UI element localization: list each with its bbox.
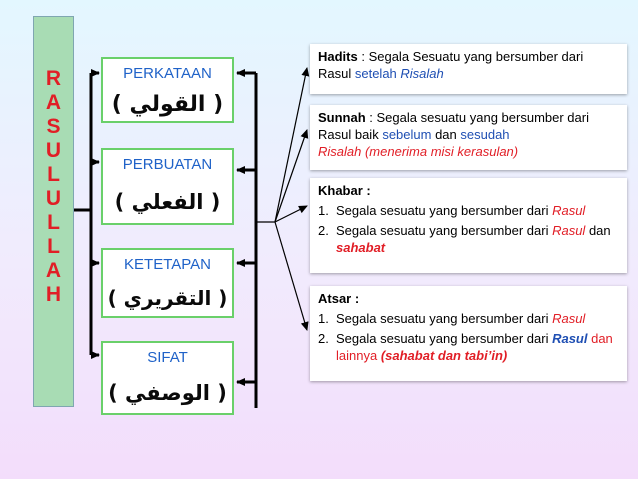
letter: U	[45, 139, 62, 162]
item-text: Segala sesuatu yang bersumber dari	[336, 331, 553, 346]
hadits-box	[310, 44, 627, 94]
item-emphasis: Rasul	[552, 311, 586, 326]
list-item	[318, 330, 619, 364]
item-number: 2.	[318, 223, 329, 238]
letter: H	[45, 283, 62, 306]
sunnah-sebelum: sebelum	[382, 127, 432, 142]
category-perbuatan	[101, 148, 234, 225]
item-text2: dan lainnya	[336, 331, 613, 363]
sunnah-box	[310, 105, 627, 170]
khabar-list	[318, 202, 619, 256]
category-label: KETETAPAN	[124, 256, 211, 273]
item-emphasis: Rasul	[552, 331, 588, 346]
list-item	[318, 310, 619, 327]
hadits-setelah: setelah	[354, 66, 397, 81]
khabar-box	[310, 178, 627, 273]
sunnah-text: : Segala sesuatu yang bersumber dari Rasul baik	[318, 110, 589, 142]
item-text: Segala sesuatu yang bersumber dari	[336, 223, 553, 238]
letter: A	[45, 259, 62, 282]
item-emphasis: Rasul	[552, 223, 586, 238]
atsar-list	[318, 310, 619, 364]
item-number: 1.	[318, 203, 329, 218]
hadits-term: Hadits	[318, 49, 358, 64]
category-perkataan	[101, 57, 234, 123]
atsar-box	[310, 286, 627, 381]
item-emphasis2: sahabat	[336, 240, 386, 255]
sunnah-italic-line: Risalah (menerima misi kerasulan)	[318, 144, 519, 159]
letter: L	[47, 163, 60, 186]
item-text: Segala sesuatu yang bersumber dari	[336, 311, 553, 326]
atsar-title: Atsar :	[318, 291, 360, 306]
letter: L	[47, 211, 60, 234]
letter: U	[45, 187, 62, 210]
rasulullah-bar	[33, 16, 74, 407]
hadits-risalah: Risalah	[400, 66, 444, 81]
letter: R	[45, 67, 62, 90]
list-item	[318, 222, 619, 256]
category-label: PERBUATAN	[122, 156, 213, 173]
category-arabic: ( الفعلي )	[114, 190, 221, 214]
item-number: 2.	[318, 331, 329, 346]
sunnah-term: Sunnah	[318, 110, 366, 125]
list-item	[318, 202, 619, 219]
hadits-text: : Segala Sesuatu yang bersumber dari Rasul	[318, 49, 584, 81]
category-sifat	[101, 341, 234, 415]
item-emphasis2: (sahabat dan tabi’in)	[380, 348, 508, 363]
category-arabic: ( التقريري )	[107, 286, 228, 310]
category-ketetapan	[101, 248, 234, 318]
item-number: 1.	[318, 311, 329, 326]
khabar-title: Khabar :	[318, 183, 371, 198]
letter: A	[45, 91, 62, 114]
item-text: Segala sesuatu yang bersumber dari	[336, 203, 553, 218]
letter: S	[46, 115, 61, 138]
sunnah-dan: dan	[431, 127, 461, 142]
category-label: SIFAT	[147, 349, 188, 366]
category-arabic: ( القولي )	[111, 92, 224, 117]
letter: L	[47, 235, 60, 258]
category-arabic: ( الوصفي )	[108, 381, 227, 405]
arrow-to-atsar	[275, 222, 307, 330]
category-label: PERKATAAN	[123, 65, 212, 82]
item-text2: dan	[585, 223, 611, 238]
sunnah-sesudah: sesudah	[460, 127, 510, 142]
item-emphasis: Rasul	[552, 203, 586, 218]
